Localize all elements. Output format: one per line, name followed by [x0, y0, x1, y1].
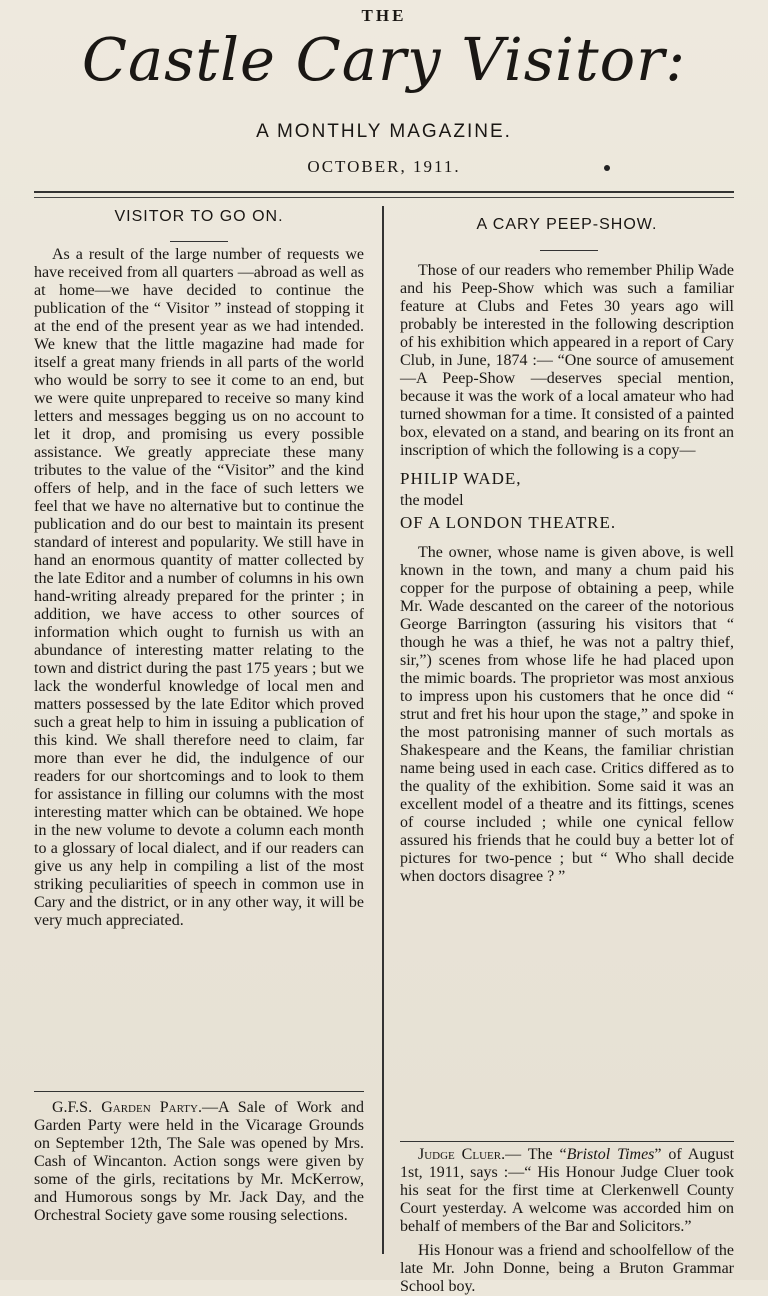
judge-title: Judge Cluer. [418, 1146, 506, 1163]
gfs-body: —A Sale of Work and Garden Party were held in the Vicarage Grounds on September 12th, The Sale was opened by Mrs. Cash of Wincanton. Action songs were given by some of the girls, recitations by Mr. McKerrow, and Humorous songs by Mr. Jack Day, and the Orchestral Society gave some rousing selections. [34, 1099, 364, 1224]
judge-body: ” of August 1st, 1911, says :—“ His Honour Judge Cluer took his seat for the first time at Clerkenwell County Court yesterday. A welcome was accorded him on behalf of members of the Bar and Solicitors.” [400, 1146, 735, 1235]
judge-dash: — The “ [505, 1146, 567, 1163]
article-separator [34, 1091, 364, 1092]
newspaper-name: Bristol Times [566, 1146, 655, 1163]
masthead-rule-thick [34, 191, 734, 193]
sign-line-2: the model [400, 492, 464, 509]
peep-show-body: The owner, whose name is given above, is well known in the town, and many a chum paid his copper for the purpose of obtaining a peep, while Mr. Wade descanted on the career of the notorious George Barrington (assuring his visitors that “ though he was a thief, he was not a paltry thief, sir,”) scenes from whose life he had placed upon the mimic boards. The proprietor was most anxious to impress upon his customers that he once did “ strut and fret his hour upon the stage,” and spoke in the most patronising manner of such mortals as Shakespeare and the Keans, the familiar christian name being used in each case. Critics differed as to the quality of the exhibition. Some said it was an excellent model of a theatre and its fittings, scenes of course included ; while one cynical fellow assured his friends that he could buy a better lot of pictures for two-pence ; but “ Who shall decide when doctors disagree ? ” [400, 544, 734, 885]
masthead-the: THE [361, 6, 407, 25]
article-separator [400, 1141, 734, 1142]
masthead-rule-thin [34, 197, 734, 198]
heading-underline [540, 250, 598, 251]
article-body: As a result of the large number of requests we have received from all quarters —abroad as well as at home—we have decided to continue the publication of the “ Visitor ” instead of stopping it at the end of the present year as we had intended. We knew that the little magazine had made for itself a great many friends in all parts of the world who would be sorry to see it come to an end, but we were quite unprepared to receive so many kind letters and messages begging us on no account to let it drop, and promising us every possible assistance. We greatly appreciate these many tributes to the value of the “Visitor” and the kind offers of help, and in the face of such letters we feel that we have no alternative but to continue the publication and do our best to maintain its present standard of interest and popularity. We still have in hand an enormous quantity of matter collected by the late Editor and a number of columns in his own hand-writing already prepared for the printer ; in addition, we have access to other sources of information which ought to furnish us with an abundance of interesting matter relating to the town and district during the past 175 years ; but we lack the wonderful knowledge of local men and matters possessed by the late Editor which proved such a great help to him in issuing a publication of this kind. We shall therefore need to claim, far more than ever he did, the indulgence of our readers for our shortcomings and to look to them for assistance in filling our columns with the most interesting matter which can be obtained. We hope in the new volume to devote a column each month to a glossary of local dialect, and if our readers can give us any help in compiling a list of the most striking peculiarities of speech in common use in Cary and the district, or in any other way, it will be very much appreciated. [34, 246, 364, 929]
article-visitor-to-go-on [34, 246, 364, 930]
masthead-title: Castle Cary Visitor: [81, 25, 687, 94]
article-cary-peep-show [400, 262, 734, 886]
masthead-subtitle: A MONTHLY MAGAZINE. [256, 121, 512, 142]
sign-line-3: OF A LONDON THEATRE. [400, 513, 617, 532]
heading-visitor-to-go-on: VISITOR TO GO ON. [114, 208, 284, 225]
column-divider [382, 206, 384, 1254]
heading-underline [170, 241, 228, 242]
sign-line-1: PHILIP WADE, [400, 469, 522, 488]
judge-body-2: His Honour was a friend and schoolfellow of the late Mr. John Donne, being a Bruton Grammar School boy. [400, 1242, 734, 1295]
issue-date: OCTOBER, 1911. [307, 157, 461, 176]
gfs-title: G.F.S. Garden Party. [52, 1099, 202, 1116]
article-gfs-garden-party [34, 1099, 364, 1225]
peep-show-intro: Those of our readers who remember Philip Wade and his Peep-Show which was such a familiar feature at Clubs and Fetes 30 years ago will probably be interested in the following description of his exhibition which appeared in a report of Cary Club, in June, 1874 :— “One source of amusement—A Peep-Show —deserves special mention, because it was the work of a local amateur who had turned showman for a time. It consisted of a painted box, elevated on a stand, and bearing on its front an inscription of which the following is a copy— [400, 262, 734, 459]
article-judge-cluer [400, 1146, 734, 1296]
ornament-dot [604, 165, 610, 171]
heading-cary-peep-show: A CARY PEEP-SHOW. [476, 216, 658, 233]
